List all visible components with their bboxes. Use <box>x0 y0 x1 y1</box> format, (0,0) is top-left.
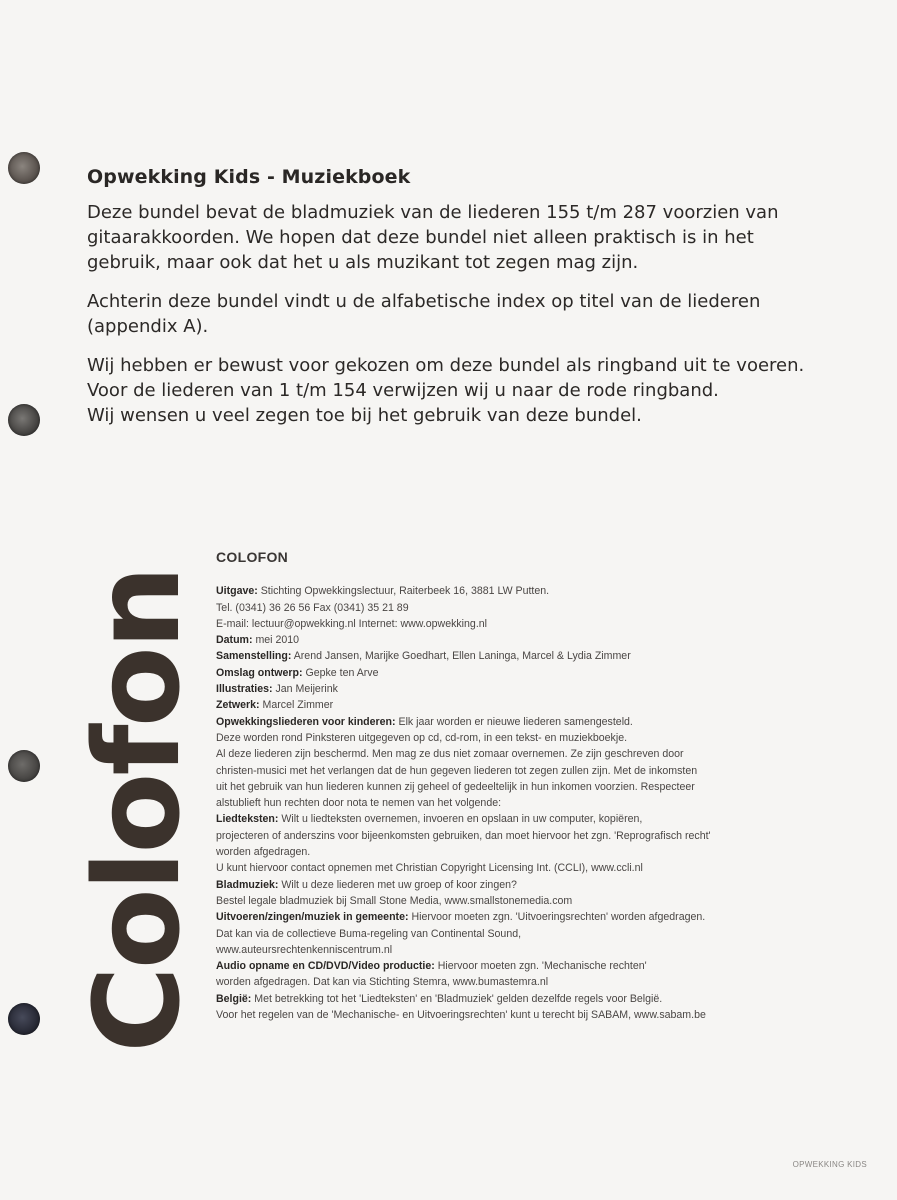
binder-hole <box>8 750 40 782</box>
text-line: gebruik, maar ook dat het u als muzikant tot zegen mag zijn. <box>87 252 639 273</box>
colofon-label: Zetwerk: <box>216 699 260 712</box>
text-line: (appendix A). <box>87 316 209 337</box>
colofon-label: Liedteksten: <box>216 813 279 826</box>
colofon-line <box>216 746 826 762</box>
colofon-text: Wilt u liedteksten overnemen, invoeren en opslaan in uw computer, kopiëren, <box>278 813 643 826</box>
colofon-line <box>216 877 826 893</box>
colofon-line <box>216 926 826 942</box>
text-line: Wij wensen u veel zegen toe bij het gebruik van deze bundel. <box>87 405 642 426</box>
vertical-title-text: Colofon <box>68 568 206 1053</box>
colofon-text: Gepke ten Arve <box>302 666 379 679</box>
colofon-label: Uitgave: <box>216 585 258 598</box>
colofon-line <box>216 583 826 599</box>
colofon-line <box>216 828 826 844</box>
colofon-line <box>216 942 826 958</box>
page-footer: OPWEKKING KIDS <box>792 1160 867 1169</box>
colofon-line <box>216 681 826 697</box>
colofon-line <box>216 665 826 681</box>
text-line: Voor de liederen van 1 t/m 154 verwijzen wij u naar de rode ringband. <box>87 380 719 401</box>
binder-hole <box>8 404 40 436</box>
colofon-lines <box>216 583 826 1023</box>
colofon-line <box>216 763 826 779</box>
colofon-section <box>216 549 826 1023</box>
colofon-text: Wilt u deze liederen met uw groep of koor zingen? <box>278 878 517 891</box>
intro-paragraph <box>87 200 847 275</box>
colofon-line <box>216 648 826 664</box>
colofon-text: Arend Jansen, Marijke Goedhart, Ellen Laninga, Marcel & Lydia Zimmer <box>291 650 631 663</box>
colofon-line <box>216 632 826 648</box>
intro-paragraph <box>87 289 847 339</box>
colofon-text: Tel. (0341) 36 26 56 Fax (0341) 35 21 89 <box>216 601 409 614</box>
colofon-line <box>216 730 826 746</box>
colofon-label: Uitvoeren/zingen/muziek in gemeente: <box>216 911 409 924</box>
colofon-text: Dat kan via de collectieve Buma-regeling van Continental Sound, <box>216 927 522 940</box>
colofon-line <box>216 795 826 811</box>
text-line: Achterin deze bundel vindt u de alfabetische index op titel van de liederen <box>87 291 761 312</box>
vertical-title <box>68 548 206 1073</box>
colofon-label: België: <box>216 992 252 1005</box>
colofon-label: Datum: <box>216 634 253 647</box>
colofon-text: alstublieft hun rechten door nota te nemen van het volgende: <box>216 797 502 810</box>
colofon-text: Deze worden rond Pinksteren uitgegeven op cd, cd-rom, in een tekst- en muziekboekje. <box>216 731 628 744</box>
colofon-line <box>216 616 826 632</box>
colofon-line <box>216 600 826 616</box>
text-line: gitaarakkoorden. We hopen dat deze bundel niet alleen praktisch is in het <box>87 227 754 248</box>
colofon-label: Audio opname en CD/DVD/Video productie: <box>216 960 435 973</box>
colofon-text: Al deze liederen zijn beschermd. Men mag ze dus niet zomaar overnemen. Ze zijn geschreven door <box>216 748 684 761</box>
colofon-line <box>216 974 826 990</box>
colofon-line <box>216 714 826 730</box>
text-line: Deze bundel bevat de bladmuziek van de liederen 155 t/m 287 voorzien van <box>87 202 779 223</box>
colofon-text: Hiervoor moeten zgn. 'Mechanische rechten' <box>434 960 647 973</box>
binder-hole <box>8 152 40 184</box>
colofon-line <box>216 958 826 974</box>
colofon-text: Voor het regelen van de 'Mechanische- en Uitvoeringsrechten' kunt u terecht bij SABAM, www.sabam.be <box>216 1009 706 1022</box>
colofon-label: Omslag ontwerp: <box>216 666 303 679</box>
colofon-line <box>216 909 826 925</box>
colofon-text: Hiervoor moeten zgn. 'Uitvoeringsrechten' worden afgedragen. <box>408 911 706 924</box>
colofon-label: Bladmuziek: <box>216 878 279 891</box>
intro-section <box>87 166 847 442</box>
colofon-text: christen-musici met het verlangen dat de hun gegeven liederen tot zegen zullen zijn. Met de inkomsten <box>216 764 698 777</box>
colofon-label: Samenstelling: <box>216 650 292 663</box>
colofon-text: mei 2010 <box>252 634 300 647</box>
page-title: Opwekking Kids - Muziekboek <box>87 166 411 188</box>
colofon-label: Opwekkingsliederen voor kinderen: <box>216 715 396 728</box>
intro-paragraph <box>87 353 847 428</box>
colofon-line <box>216 860 826 876</box>
colofon-heading: COLOFON <box>216 549 289 565</box>
colofon-text: Marcel Zimmer <box>259 699 334 712</box>
colofon-line <box>216 1007 826 1023</box>
colofon-text: www.auteursrechtenkenniscentrum.nl <box>216 943 393 956</box>
colofon-line <box>216 991 826 1007</box>
colofon-line <box>216 779 826 795</box>
colofon-text: Bestel legale bladmuziek bij Small Stone Media, www.smallstonemedia.com <box>216 894 573 907</box>
colofon-text: E-mail: lectuur@opwekking.nl Internet: www.opwekking.nl <box>216 617 488 630</box>
colofon-text: Jan Meijerink <box>272 683 338 696</box>
colofon-line <box>216 893 826 909</box>
colofon-text: worden afgedragen. Dat kan via Stichting Stemra, www.bumastemra.nl <box>216 976 549 989</box>
colofon-text: uit het gebruik van hun liederen kunnen zij geheel of gedeeltelijk in hun inkomen voorzien. Respecteer <box>216 780 695 793</box>
colofon-text: worden afgedragen. <box>216 846 311 859</box>
colofon-text: Stichting Opwekkingslectuur, Raiterbeek 16, 3881 LW Putten. <box>257 585 550 598</box>
colofon-line <box>216 811 826 827</box>
colofon-text: U kunt hiervoor contact opnemen met Christian Copyright Licensing Int. (CCLI), www.ccli.nl <box>216 862 643 875</box>
colofon-line <box>216 844 826 860</box>
colofon-text: Met betrekking tot het 'Liedteksten' en 'Bladmuziek' gelden dezelfde regels voor België. <box>251 992 663 1005</box>
binder-hole <box>8 1003 40 1035</box>
colofon-label: Illustraties: <box>216 683 273 696</box>
colofon-text: Elk jaar worden er nieuwe liederen samengesteld. <box>395 715 633 728</box>
colofon-line <box>216 697 826 713</box>
colofon-text: projecteren of anderszins voor bijeenkomsten gebruiken, dan moet hiervoor het zgn. 'Reprografisch recht' <box>216 829 711 842</box>
text-line: Wij hebben er bewust voor gekozen om deze bundel als ringband uit te voeren. <box>87 355 805 376</box>
